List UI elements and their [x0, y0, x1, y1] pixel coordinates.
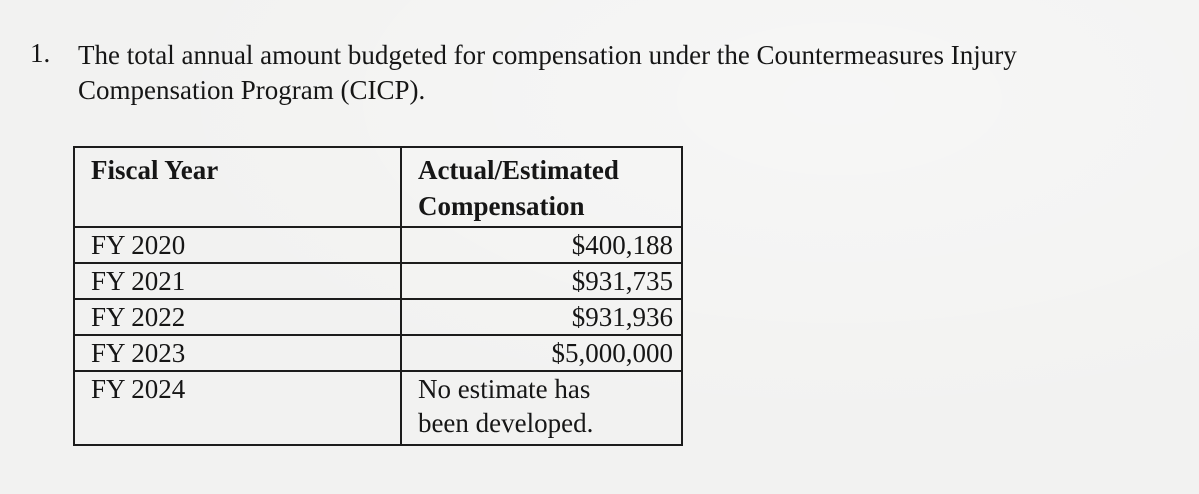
- table-row: [74, 371, 682, 445]
- compensation-cell: $400,188: [401, 227, 682, 263]
- fiscal-year-cell: FY 2024: [74, 371, 401, 445]
- compensation-header-line-1: Actual/Estimated: [417, 155, 619, 185]
- item-number: 1.: [30, 38, 51, 68]
- compensation-cell: $5,000,000: [401, 335, 682, 371]
- table-header-row: [74, 147, 682, 227]
- fiscal-year-cell: FY 2020: [74, 227, 401, 263]
- compensation-note-line-2: been developed.: [417, 408, 594, 438]
- item-text-line-2: Compensation Program (CICP).: [78, 75, 426, 105]
- item-text-line-1: The total annual amount budgeted for compensation under the Countermeasures Injury: [78, 40, 1017, 70]
- item-text: [78, 38, 1188, 108]
- compensation-header: [401, 147, 682, 227]
- table-row: [74, 299, 682, 335]
- table-row: [74, 227, 682, 263]
- table-row: [74, 335, 682, 371]
- compensation-note-cell: [401, 371, 682, 445]
- compensation-cell: $931,735: [401, 263, 682, 299]
- compensation-note-line-1: No estimate has: [417, 374, 591, 404]
- compensation-table: [73, 146, 683, 446]
- fiscal-year-cell: FY 2021: [74, 263, 401, 299]
- table-row: [74, 263, 682, 299]
- fiscal-year-cell: FY 2023: [74, 335, 401, 371]
- compensation-header-line-2: Compensation: [417, 191, 585, 221]
- fiscal-year-cell: FY 2022: [74, 299, 401, 335]
- fiscal-year-header: Fiscal Year: [74, 147, 401, 227]
- compensation-cell: $931,936: [401, 299, 682, 335]
